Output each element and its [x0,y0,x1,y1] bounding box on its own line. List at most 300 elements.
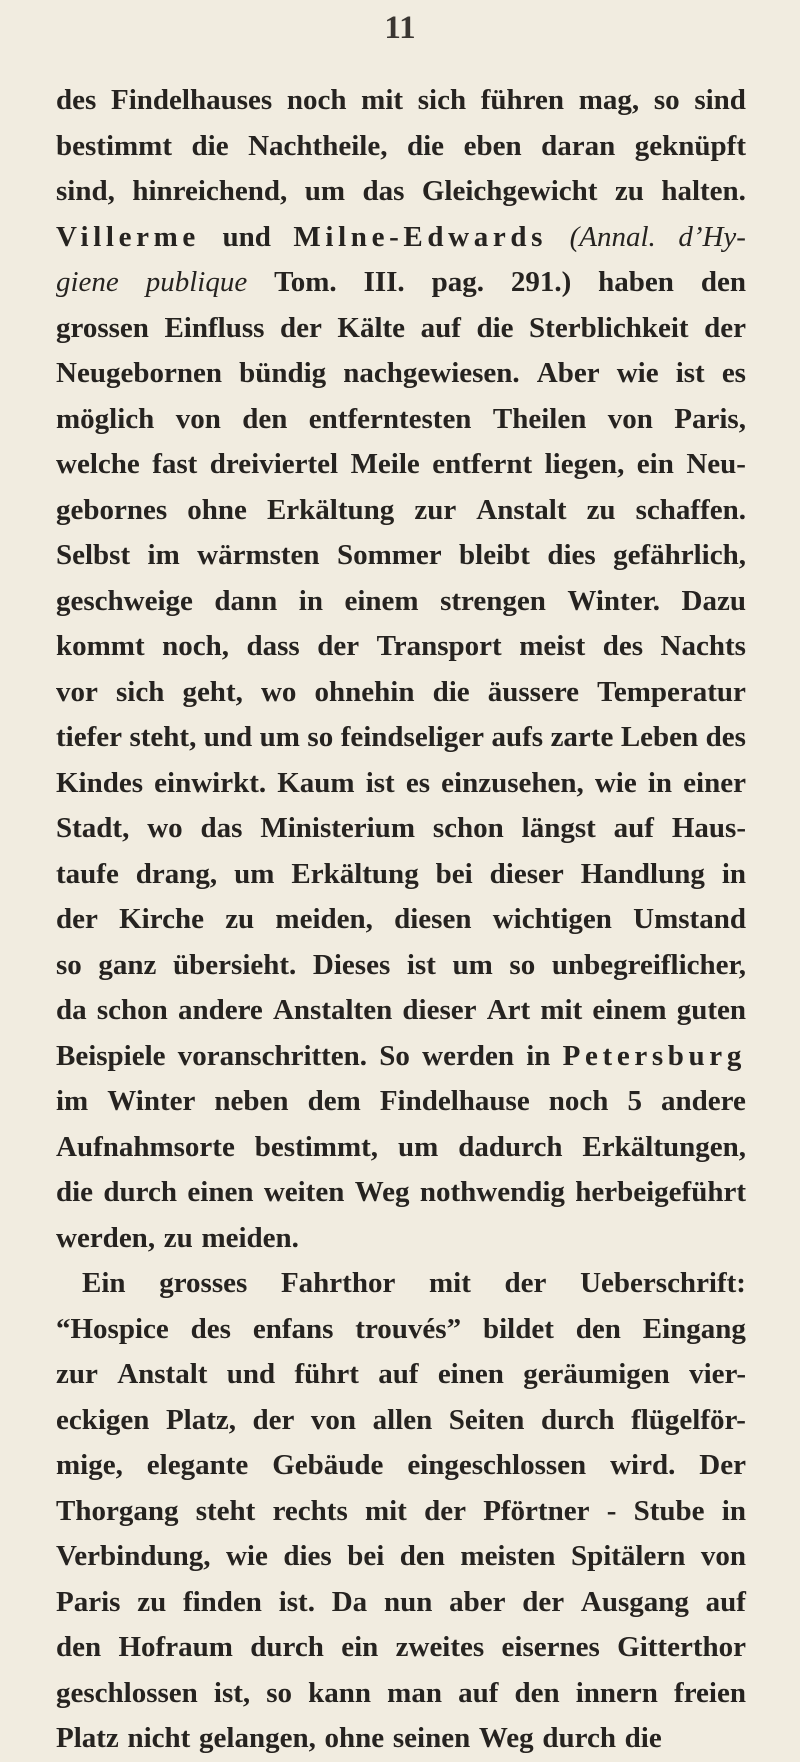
word: den [56,1631,102,1663]
word: steht [195,1494,256,1527]
text-line [56,897,746,943]
word: Petersburg [562,1039,746,1072]
word: Weg [478,1722,534,1754]
word: Art [486,994,531,1026]
word: längst [521,812,596,844]
page-number: 11 [384,10,416,46]
word: sich [115,675,165,708]
text-line [56,351,746,397]
word: Temperatur [597,675,746,708]
text-line [56,1580,746,1626]
word: in [526,1039,551,1072]
text-line [56,1671,746,1717]
word: ein [636,448,674,480]
word: bleibt [459,539,530,571]
word: der [279,311,322,344]
text-line [56,169,746,215]
word: taufe [56,857,119,890]
word: Selbst [56,539,131,571]
word: haben [598,266,674,298]
word: bestimmt [56,129,172,162]
word: meiden. [201,1221,299,1254]
word: halten. [661,175,746,207]
word: der [522,1585,565,1618]
text-line [56,1716,746,1762]
word: noch [286,84,347,116]
word: sind, [56,175,115,207]
word: steht, [129,721,197,753]
word: meist [519,630,586,662]
word: ohnehin [314,675,415,708]
word: zu [163,1221,193,1254]
word: die [191,129,229,162]
word: Fahrthor [280,1267,396,1299]
word: Nachtheile, [248,129,388,162]
word: Gitterthor [617,1631,746,1663]
word: Nachts [660,630,746,662]
word: feindseliger [340,721,485,753]
word: Kirche [119,903,204,935]
word: einen [437,1358,504,1390]
word: zu [137,1585,167,1618]
word: Erkältung [291,857,419,890]
word: geht, [182,675,243,708]
word: neben [214,1085,289,1117]
word: dreiviertel [209,448,339,480]
word: zu [586,493,616,526]
word: da [56,994,87,1026]
word: Anstalt [476,493,567,526]
word: Leben [620,721,699,753]
word: wo [147,812,183,844]
word: ist [365,766,395,799]
word: der [704,311,746,344]
word: werden [422,1039,514,1072]
word: welche [56,448,140,480]
text-line [56,715,746,761]
word: trouvés” [355,1312,462,1345]
text-line [56,1170,746,1216]
word: und [222,220,271,253]
word: flügelför- [631,1403,746,1436]
word: des [190,1312,231,1345]
word: in [647,766,673,799]
text-line [56,670,746,716]
word: liegen, [544,448,625,480]
word: Einfluss [164,311,265,344]
word: Stube [633,1494,705,1527]
text-line [56,260,746,306]
word: mag, [578,84,640,116]
text-line [56,1307,746,1353]
word: Paris [56,1585,121,1618]
word: gefährlich, [613,539,746,571]
word: tiefer [56,721,122,753]
word: den [399,1540,445,1572]
word: Thorgang [56,1494,179,1527]
word: sich [417,84,467,116]
word: führt [294,1358,359,1390]
word: gelangen, [199,1722,316,1754]
word: in [721,1494,746,1527]
text-line [56,624,746,670]
word: Dieses [312,948,391,981]
word: ohne [187,493,247,526]
word: von [310,1403,357,1436]
word: Findelhauses [110,84,273,116]
word: zarte [550,721,614,753]
word: schon [432,812,504,844]
word: den [514,1676,560,1709]
word: 291.) [510,266,572,298]
word: ist [675,357,705,389]
word: durch [250,1631,324,1663]
word: vier- [689,1358,746,1390]
word: publique [145,266,248,298]
word: bündig [239,357,327,389]
word: meiden, [275,903,373,935]
word: Anstalt [117,1358,208,1390]
word: weiten [263,1176,345,1208]
word: wie [225,1540,268,1572]
word: herbeigeführt [575,1176,746,1208]
word: im [56,1085,89,1117]
word: ein [341,1631,379,1663]
word: dieser [489,857,564,890]
word: Umstand [633,903,746,935]
word: Findelhause [379,1085,530,1117]
word: zur [56,1358,98,1390]
word: allen [372,1403,433,1436]
word: dadurch [458,1130,563,1163]
text-line [56,1534,746,1580]
word: Sterblichkeit [529,311,689,344]
text-line [56,533,746,579]
word: wie [594,766,637,799]
word: geknüpft [634,129,746,162]
word: bestimmt, [254,1130,379,1163]
word: Erkältungen, [582,1130,746,1163]
word: Verbindung, [56,1540,211,1572]
word: dann [214,584,278,617]
word: Ein [82,1267,126,1299]
word: daran [541,129,616,162]
word: Platz [56,1722,119,1754]
word: freien [674,1676,746,1709]
word: Winter [107,1085,196,1117]
word: des [602,630,644,662]
word: nothwendig [419,1176,565,1208]
word: noch [548,1085,609,1117]
word: Kindes [56,766,144,799]
word: Seiten [448,1403,525,1436]
word: von [607,402,653,435]
word: wo [260,675,297,708]
word: vor [56,675,98,708]
word: bildet [482,1312,554,1345]
word: Spitälern [570,1540,686,1572]
word: zur [414,493,457,526]
word: (Annal. [569,220,656,253]
word: strengen [440,584,546,617]
word: einer [683,766,746,799]
word: einem [592,994,667,1026]
word: den [242,402,288,435]
word: die [432,675,470,708]
text-line [56,1489,746,1535]
text-line [56,1443,746,1489]
word: in [298,584,323,617]
word: wärmsten [197,539,320,571]
word: ganz [98,948,157,981]
word: die [406,129,445,162]
word: Handlung [580,857,705,890]
word: geschweige [56,584,193,617]
word: dieser [402,994,477,1026]
word: von [700,1540,746,1572]
word: bei [435,857,473,890]
word: übersieht. [173,948,297,981]
word: in [721,857,746,890]
word: Hofraum [118,1631,233,1663]
word: innern [575,1676,658,1709]
word: der [252,1403,295,1436]
word: ist [406,948,436,981]
word: schaffen. [635,493,746,526]
word: Gebäude [272,1449,384,1481]
word: so [56,948,82,981]
word: so [266,1676,293,1709]
word: einwirkt. [154,766,267,799]
word: eben [463,129,522,162]
text-line [56,806,746,852]
word: fast [152,448,198,480]
word: zweites [395,1631,485,1663]
text-line [56,1079,746,1125]
word: Meile [350,448,420,480]
word: so [307,721,334,753]
word: nicht [127,1722,191,1754]
word: geräumigen [523,1358,670,1390]
word: unbegreiflicher, [551,948,746,981]
word: durch [542,1722,616,1754]
word: giene [56,266,119,298]
word: kommt [56,630,145,662]
word: andere [661,1085,746,1117]
word: um [234,857,275,890]
word: Milne-Edwards [293,220,548,253]
word: im [147,539,180,571]
word: dass [246,630,300,662]
word: es [721,357,746,389]
word: grosses [159,1267,248,1299]
word: Sommer [336,539,442,571]
word: der [504,1267,547,1299]
word: aber [449,1585,506,1618]
word: Eingang [642,1312,746,1345]
word: “Hospice [56,1312,169,1345]
text-line [56,943,746,989]
word: einem [344,584,419,617]
word: so [509,948,536,981]
word: finden [182,1585,262,1618]
word: ist, [213,1676,251,1709]
word: des [705,721,746,753]
word: nachgewiesen. [343,357,520,389]
word: um [304,175,346,207]
word: Ausgang [580,1585,689,1618]
word: 5 [627,1085,642,1117]
word: enfans [252,1312,334,1345]
word: es [405,766,431,799]
text-line [56,488,746,534]
word: entfernt [432,448,533,480]
text-line [56,442,746,488]
word: Tom. [274,266,337,298]
word: Platz, [165,1403,237,1436]
word: diesen [394,903,472,935]
word: Neu- [686,448,746,480]
word: Winter. [567,584,661,617]
word: Theilen [492,402,587,435]
word: III. [363,266,405,298]
word: Beispiele [56,1039,166,1072]
word: einen [187,1176,254,1208]
word: wie [616,357,659,389]
word: meisten [460,1540,556,1572]
word: durch [540,1403,615,1436]
word: Aufnahmsorte [56,1130,235,1163]
word: noch, [162,630,229,662]
text-line [56,852,746,898]
body-text [56,78,746,1762]
word: So [379,1039,410,1072]
word: um [397,1130,439,1163]
word: seinen [392,1722,471,1754]
word: die [624,1722,662,1754]
word: ohne [324,1722,385,1754]
word: wichtigen [492,903,612,935]
word: dem [307,1085,361,1117]
word: des [56,84,97,116]
word: eckigen [56,1403,150,1436]
text-line [56,397,746,443]
word: auf [613,812,654,844]
word: zu [614,175,644,207]
word: ist. [278,1585,315,1618]
word: Ministerium [260,812,415,844]
word: um [259,721,300,753]
word: Transport [376,630,502,662]
word: auf [420,311,461,344]
word: gebornes [56,493,168,526]
word: mige, [56,1449,123,1481]
word: Pförtner [483,1494,590,1527]
word: schon [96,994,168,1026]
word: die [56,1176,94,1208]
word: einzusehen, [441,766,584,799]
word: guten [676,994,746,1026]
text-line [56,215,746,261]
word: pag. [431,266,484,298]
word: drang, [135,857,218,890]
word: eisernes [501,1631,600,1663]
word: mit [361,84,404,116]
word: mit [540,994,583,1026]
text-line [56,1125,746,1171]
word: eingeschlossen [407,1449,587,1481]
text-line [56,761,746,807]
text-line [56,306,746,352]
word: andere [177,994,263,1026]
text-line [56,579,746,625]
text-line [56,1216,746,1262]
word: von [175,402,221,435]
word: bei [347,1540,385,1572]
word: geschlossen [56,1676,198,1709]
word: Haus- [671,812,746,844]
word: Neugebornen [56,357,222,389]
word: führen [480,84,565,116]
word: Aber [536,357,600,389]
word: der [56,903,98,935]
text-line [56,1261,746,1307]
word: nun [383,1585,433,1618]
text-line [56,78,746,124]
word: das [200,812,243,844]
word: den [575,1312,621,1345]
word: d’Hy- [678,220,746,253]
word: mit [364,1494,407,1527]
word: sind [694,84,746,116]
word: man [387,1676,442,1709]
text-line [56,1398,746,1444]
word: möglich [56,402,155,435]
text-line [56,1352,746,1398]
word: Dazu [681,584,746,617]
word: der [424,1494,466,1527]
word: dies [547,539,596,571]
word: hinreichend, [132,175,288,207]
word: und [203,721,253,753]
word: Gleichgewicht [421,175,598,207]
word: Kaum [277,766,355,799]
word: dies [283,1540,332,1572]
word: auf [378,1358,419,1390]
word: durch [103,1176,178,1208]
word: mit [429,1267,471,1299]
word: Kälte [337,311,406,344]
word: zu [225,903,255,935]
word: um [452,948,493,981]
word: grossen [56,311,149,344]
word: äussere [487,675,580,708]
word: Paris, [674,402,746,435]
word: den [700,266,746,298]
word: der [317,630,360,662]
word: Ueberschrift: [580,1267,746,1299]
word: die [476,311,514,344]
word: aufs [491,721,544,753]
word: Villerme [56,220,200,253]
word: entferntesten [308,402,472,435]
word: wird. [610,1449,676,1481]
word: Weg [354,1176,410,1208]
text-line [56,988,746,1034]
word: Da [331,1585,368,1618]
word: auf [458,1676,499,1709]
word: - [606,1494,617,1527]
